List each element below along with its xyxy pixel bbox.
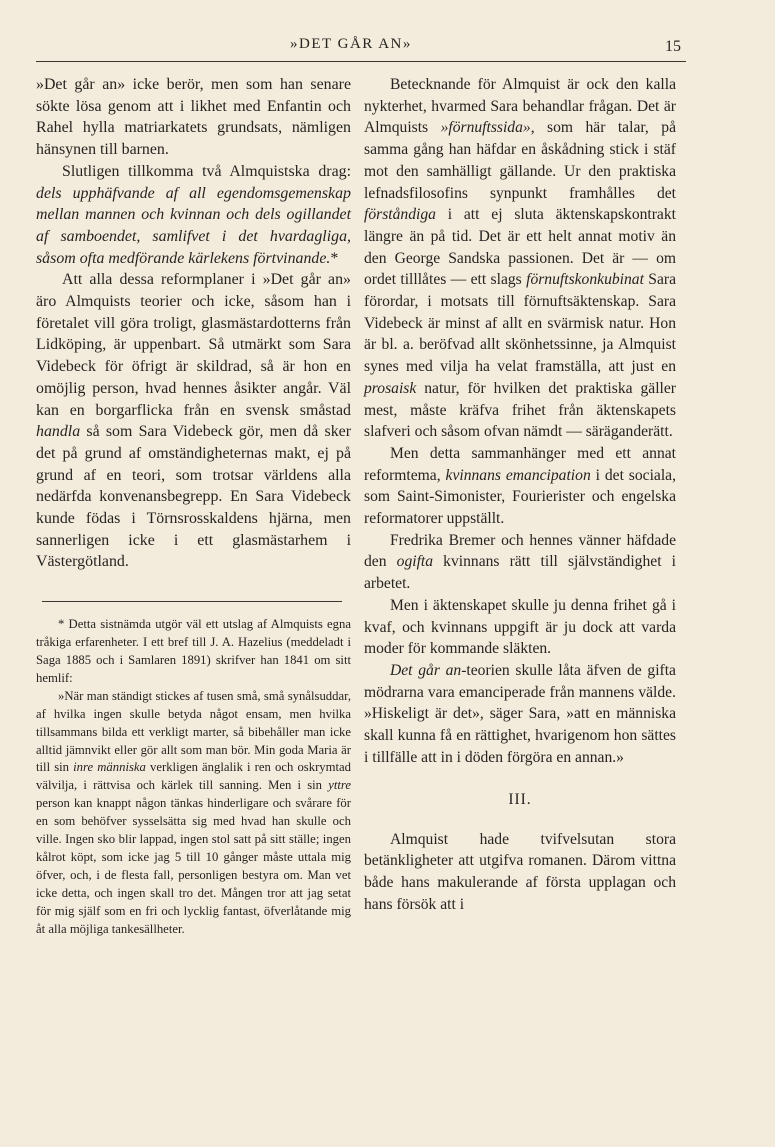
- italic-run: inre människa: [73, 760, 146, 775]
- footnote-paragraph-1: * Detta sistnämda utgör väl ett utslag af Almquists egna tråkiga erfarenheter. I ett bref till J. A. Hazelius (meddeladt i Saga 1885 och i Samlaren 1891) skrifver han 1841 om sitt hemlif:: [36, 617, 351, 685]
- text-run: person kan knappt någon tänkas hinderligare och svårare för en som behöfver sysselsätta sig med hvad han skulle och ville. Ingen sko blir lappad, ingen stol satt på sitt ställe; ingen kålrot köpt, som icke jag 5 till 10 gånger måste uttala mig öfver, och, i de flesta fall, personligen bestyra om. Man vet icke detta, och ingen skall tro det. Mången tror att jag setat för mig själf som en fri och lycklig fantast, öfverlåtande mig åt alla möjliga tankesällheter.: [36, 796, 351, 936]
- left-paragraph-1: »Det går an» icke berör, men som han senare sökte lösa genom att i likhet med Enfantin och Rahel hylla matriarkatets grundsats, nämligen hänsynen till barnen.: [36, 76, 351, 159]
- italic-run: ogifta: [396, 553, 434, 571]
- text-run: så som Sara Videbeck gör, men då sker det på grund af omständigheternas makt, ej på grund af en teori, som trotsar världens alla nedärfda konvenansbegrepp. En Sara Videbeck kunde födas i Törnsrosskaldens hjärna, men sannerligen icke i ett glasmästarhem i Västergötland.: [36, 423, 351, 571]
- italic-run: dels upphäfvande af all egendomsgemenskap mellan mannen och kvinnan och dels ogillandet af samboendet, samlifvet i det hvardagliga, såsom ofta medförande kärlekens förtvinande.: [36, 184, 351, 267]
- italic-run: förståndiga: [364, 206, 436, 224]
- section-heading: III.: [508, 790, 532, 808]
- footnote-mark: *: [330, 249, 339, 267]
- italic-run: handla: [36, 423, 81, 441]
- text-run: Att alla dessa reformplaner i »Det går an» äro Almquists teorier och icke, såsom han i företalet vill göra troligt, glasmästardotterns från Lidköping, är uppenbart. Så utmärkt som Sara Videbeck för öfrigt är skildrad, så är hon en omöjlig person, hvad hennes åsikter angår. Väl kan en borgarflicka från en svensk småstad: [36, 271, 351, 419]
- text-run: Fredrika Bremer och hennes vänner häfdade den: [364, 531, 676, 571]
- text-run: Men detta sammanhänger med ett annat reformtema,: [364, 444, 676, 484]
- text-run: verkligen änglalik i ren och oskrymtad välvilja, i rättvisa och kärlek till sanning. Men i sin: [36, 760, 352, 793]
- italic-run: kvinnans emancipation: [445, 466, 591, 484]
- text-run: Sara förordar, i motsats till förnuftsäktenskap. Sara Videbeck är minst af allt en svärmisk natur. Hon är bl. a. beröfvad allt skönhetssinne, ja Almquist synes med vilja ha velat framställa, att just en: [364, 271, 677, 376]
- left-paragraph-2: [36, 161, 351, 270]
- right-paragraph-2: [364, 443, 676, 530]
- header-rule: [36, 61, 686, 62]
- italic-run: yttre: [328, 778, 351, 793]
- text-run: i att ej sluta äktenskapskontrakt längre än på tid. Det är ett helt annat motiv än den George Sandska passionen. Det är — om ordet tilllåtes — ett slags: [364, 206, 676, 289]
- italic-run: »förnuftssida»: [440, 119, 531, 137]
- right-paragraph-4: Men i äktenskapet skulle ju denna frihet gå i kvaf, och kvinnans uppgift är ju dock att varda moder för kommande släkten.: [364, 596, 676, 658]
- text-run: Slutligen tillkomma två Almquistska drag:: [62, 162, 351, 180]
- running-title: »DET GÅR AN»: [290, 36, 412, 52]
- right-paragraph-5: [364, 660, 676, 769]
- italic-run: förnuftskonkubinat: [526, 271, 644, 289]
- italic-run: Det går an: [390, 661, 462, 679]
- text-run: kvinnans rätt till självständighet i arbetet.: [364, 553, 676, 593]
- left-column: [36, 74, 351, 938]
- right-column: [364, 74, 676, 915]
- text-run: , som här talar, på samma gång han häfdar en åskådning stick i stäf mot den samhälligt gällande. Ur den praktiska lefnadsfilosofins synpunkt framhålles det: [364, 119, 676, 202]
- left-paragraph-3: [36, 269, 351, 573]
- right-paragraph-1: [364, 74, 676, 443]
- right-paragraph-6: Almquist hade tvifvelsutan stora betänkligheter att utgifva romanen. Därom vittna både hans makulerande af första upplagan och hans försök att i: [364, 830, 676, 913]
- running-head: [0, 30, 775, 60]
- text-run: Betecknande för Almquist är ock den kalla nykterhet, hvarmed Sara behandlar frågan. Det är Almquists: [364, 76, 676, 137]
- text-run: natur, för hvilken det praktiska gäller mest, måste kräfva frihet från äktenskapets slafveri och såsom ofvan nämdt — säräganderätt.: [364, 379, 676, 441]
- page-number: 15: [665, 38, 681, 55]
- text-run: »När man ständigt stickes af tusen små, små synålsuddar, af hvilka ingen skulle betyda något ensam, men hvilka tillsammans bilda ett verkligt marter, så bibehåller man icke alltid jämnvikt eller gör allt som man bör. Min goda Maria är till sin: [36, 688, 351, 775]
- footnote-rule: [42, 601, 342, 602]
- footnote-paragraph-2: [36, 688, 351, 939]
- text-run: -teorien skulle låta äfven de gifta mödrarna vara emanciperade från mannens välde. »Hiskeligt är det», säger Sara, »att en människa skall kunna få en rättighet, hvarigenom hon sättes i tillfälle att in i döden förgöra en annan.»: [364, 661, 676, 766]
- text-run: i det sociala, som Saint-Simonister, Fourierister och engelska reformatorer uppställt.: [364, 466, 677, 528]
- italic-run: prosaisk: [364, 379, 417, 397]
- right-paragraph-3: [364, 530, 676, 595]
